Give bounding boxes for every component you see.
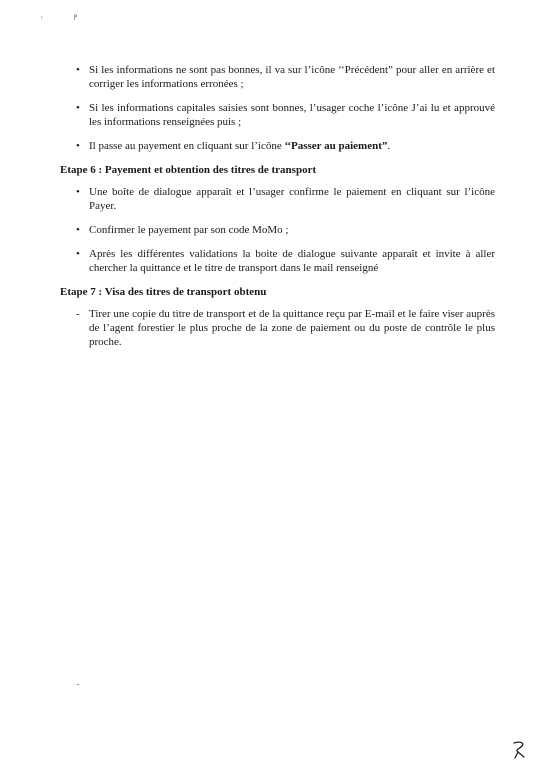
list-item-text: Si les informations ne sont pas bonnes, il va sur l’icône ‘‘Précédent” pour aller en arrière et corriger les informations erronées ;	[89, 64, 495, 90]
list-item-text: Si les informations capitales saisies sont bonnes, l’usager coche l’icône J’ai lu et approuvé les informations renseignées puis ;	[89, 102, 495, 128]
step7-heading: Etape 7 : Visa des titres de transport obtenu	[60, 286, 267, 298]
step6-list	[65, 185, 495, 275]
header-mark-right: ⲣ	[74, 11, 77, 20]
stray-dot	[77, 684, 79, 685]
list-item	[65, 139, 495, 153]
document-body	[60, 63, 495, 359]
header-mark-left: ᵣ	[41, 11, 43, 20]
list-item	[65, 63, 495, 91]
list-item: • Après les différentes validations la boite de dialogue suivante apparaît et invite à aller chercher la quittance et le titre de transport dans le mail renseigné	[65, 247, 495, 275]
list-item	[65, 101, 495, 129]
list-item-text: Il passe au payement en cliquant sur l’icône	[89, 140, 285, 152]
step5-list	[65, 63, 495, 153]
step7-list	[65, 307, 495, 349]
list-item: - Tirer une copie du titre de transport et de la quittance reçu par E-mail et le faire viser auprès de l’agent forestier le plus proche de la zone de paiement ou du poste de contrôle le plus proche.	[65, 307, 495, 349]
signature-scribble	[510, 740, 528, 760]
list-item: • Une boîte de dialogue apparaît et l’usager confirme le paiement en cliquant sur l’icône Payer.	[65, 185, 495, 213]
list-item-bold: ‘‘Passer au paiement”	[284, 140, 388, 152]
list-item-text-after: .	[387, 140, 391, 152]
list-item: • Confirmer le payement par son code MoMo ;	[65, 223, 495, 237]
step6-heading: Etape 6 : Payement et obtention des titres de transport	[60, 164, 317, 176]
